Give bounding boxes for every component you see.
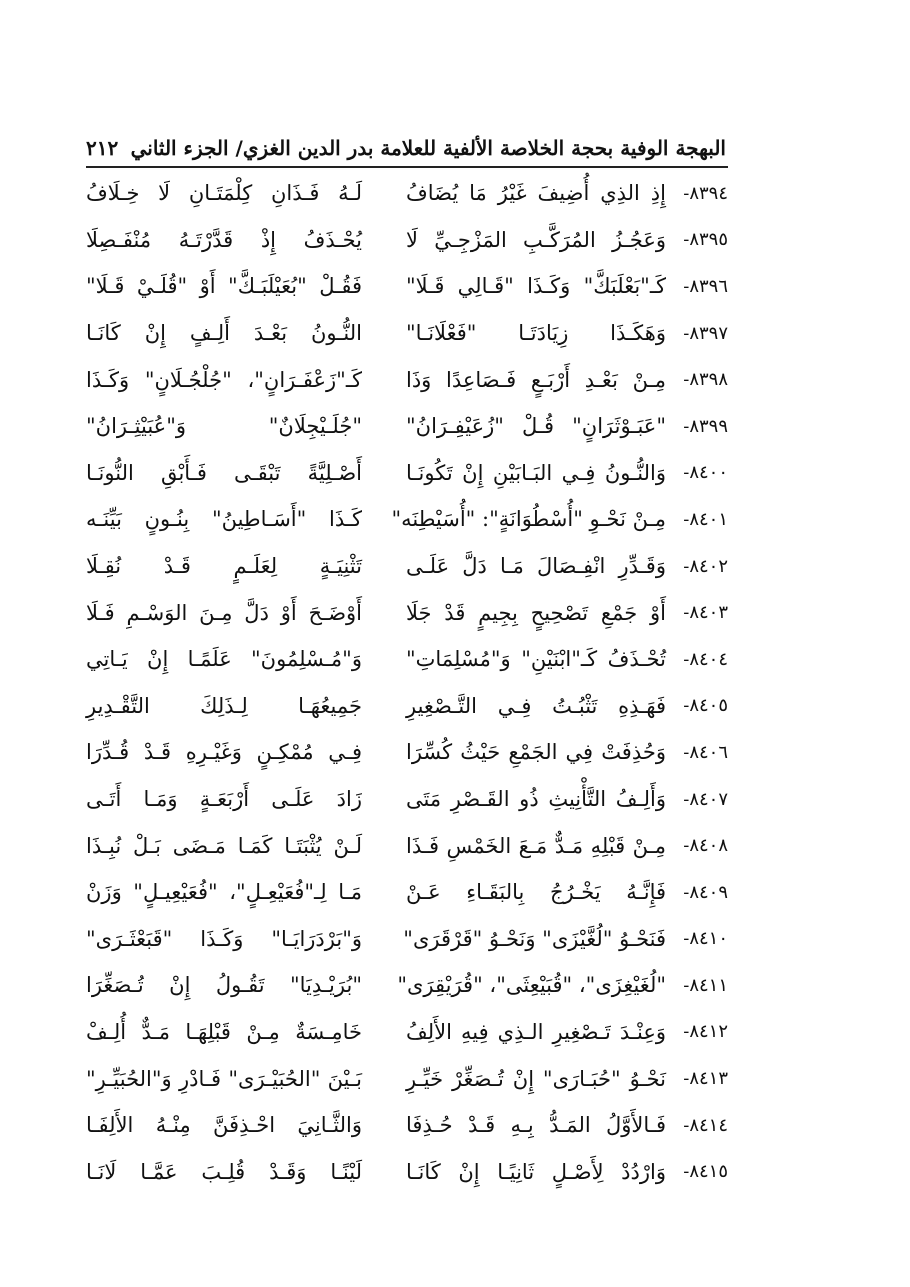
verse-first-hemistich: "لُغَيْغِزَى"، "قُبَيْعِثَى"، "قُرَيْقِرَى" xyxy=(397,973,666,998)
verse-first-hemistich: "عَبَـوْثَرَانٍ" قُـلْ "زُعَيْفِـرَانُ" xyxy=(406,414,666,439)
verse-row xyxy=(86,916,728,963)
verse-number: ٨٤٠٠- xyxy=(683,462,728,484)
verse-second-hemistich: وَ"مُـسْلِمُونَ" عَلَمًـا إِنْ يَـاتِي xyxy=(86,647,362,672)
page-number: ٢١٢ xyxy=(86,136,119,160)
verse-row xyxy=(86,683,728,730)
verse-first-hemistich: فَهَـذِهِ تَثْبُـتُ فِـي التَّـصْغِيرِ xyxy=(406,693,666,718)
verse-second-hemistich: لَـهُ فَـذَانِ كِلْمَتَـانِ لَا خِـلَافُ xyxy=(86,181,362,206)
verse-number: ٨٤٠٤- xyxy=(683,648,728,670)
verse-second-hemistich: النُّـونُ بَعْـدَ أَلِـفٍ إِنْ كَانَـا xyxy=(86,321,362,346)
verse-number: ٨٣٩٨- xyxy=(683,369,728,391)
verse-first-hemistich: وَأَلِـفُ التَّأْنِيثِ ذُو القَـصْرِ مَتَى xyxy=(406,787,666,812)
verse-second-hemistich: بَـيْنَ "الحُبَيْـرَى" فَـادْرِ وَ"الحُبَيِّـرِ" xyxy=(86,1066,362,1091)
verse-row xyxy=(86,1102,728,1149)
verse-row xyxy=(86,170,728,217)
verse-second-hemistich: أَصْـلِيَّةً تَبْقَـى فَـأَبْقِ النُّونَـا xyxy=(86,460,362,485)
verse-number: ٨٣٩٤- xyxy=(683,182,728,204)
verse-second-hemistich: كَـذَا "أَسَـاطِينُ" بِنُـونٍ بَيِّنَـه xyxy=(86,507,362,532)
verse-number: ٨٣٩٦- xyxy=(683,275,728,297)
verse-row xyxy=(86,310,728,357)
verse-first-hemistich: وَهَكَـذَا زِيَادَتَـا "فَعْلَانَـا" xyxy=(406,321,666,346)
verse-number: ٨٤٠٧- xyxy=(683,788,728,810)
verse-number: ٨٤٠٩- xyxy=(683,881,728,903)
verse-number: ٨٤٠٨- xyxy=(683,835,728,857)
verse-first-hemistich: وَعِنْـدَ تَـصْغِيرِ الـذِي فِيهِ الأَلِفُ xyxy=(406,1019,666,1044)
verse-second-hemistich: وَ"بَرْدَرَايَـا" وَكَـذَا "قَبَعْثَـرَى" xyxy=(86,926,362,951)
verse-second-hemistich: كَـ"زَعْفَـرَانٍ"، "جُلْجُـلَانٍ" وَكَـذَا xyxy=(86,367,362,392)
verse-row xyxy=(86,822,728,869)
verse-first-hemistich: نَحْـوُ "حُبَـارَى" إِنْ تُـصَغِّرْ خَيِّـرِ xyxy=(406,1066,666,1091)
verse-number: ٨٤١٤- xyxy=(683,1114,728,1136)
verse-number: ٨٤١٥- xyxy=(683,1161,728,1183)
verse-number: ٨٤١٠- xyxy=(683,928,728,950)
verse-first-hemistich: وَعَجُـزُ المُرَكَّـبِ المَزْجِـيِّ لَا xyxy=(406,227,666,252)
page-header xyxy=(86,128,726,168)
verse-number: ٨٤٠١- xyxy=(683,508,728,530)
verse-number: ٨٤٠٣- xyxy=(683,602,728,624)
verse-second-hemistich: مَـا لِـ"فُعَيْعِـلٍ"، "فُعَيْعِيـلٍ" وَزَنْ xyxy=(86,880,362,905)
verse-second-hemistich: يُحْـذَفُ إِذْ قَدَّرْتَـهُ مُنْفَـصِلَا xyxy=(86,227,362,252)
verse-row xyxy=(86,263,728,310)
verse-second-hemistich: "بُرَيْـدِيَا" تَقُـولُ إِنْ تُـصَغِّرَا xyxy=(86,973,362,998)
verse-first-hemistich: مِـنْ قَبْلِهِ مَـدٌّ مَـعَ الخَمْسِ فَـذَا xyxy=(406,833,666,858)
verse-number: ٨٤١٣- xyxy=(683,1068,728,1090)
verse-first-hemistich: تُحْـذَفُ كَـ"ابْنَيْنِ" وَ"مُسْلِمَاتِ" xyxy=(406,647,666,672)
verse-second-hemistich: جَمِيعُهَـا لِـذَلِكَ التَّقْـدِيرِ xyxy=(86,693,362,718)
verse-second-hemistich: تَثْنِيَـةٍ لِعَلَـمٍ قَـدْ نُقِـلَا xyxy=(86,554,362,579)
verse-number: ٨٤٠٥- xyxy=(683,695,728,717)
verse-row xyxy=(86,1009,728,1056)
verse-row xyxy=(86,589,728,636)
verse-second-hemistich: لَيْنًـا وَقَـدْ قُلِـبَ عَمَّـا لَانَـا xyxy=(86,1159,362,1184)
verse-first-hemistich: فَـالأَوَّلُ المَـدُّ بِـهِ قَـدْ حُـذِفَا xyxy=(406,1113,666,1138)
verse-second-hemistich: "جُلَـيْجِلَانٌ" وَ"عُبَيْثِـرَانُ" xyxy=(86,414,362,439)
verse-number: ٨٣٩٥- xyxy=(683,229,728,251)
verse-row xyxy=(86,636,728,683)
verse-first-hemistich: وَارْدُدْ لِأَصْـلٍ ثَانِيًـا إِنْ كَانَـا xyxy=(406,1159,666,1184)
verse-second-hemistich: لَـنْ يُثْبَتَـا كَمَـا مَـضَى بَـلْ نُبِـذَا xyxy=(86,833,362,858)
verse-first-hemistich: مِـنْ بَعْـدِ أَرْبَـعٍ فَـصَاعِدًا وَذَا xyxy=(406,367,666,392)
verse-second-hemistich: فِـي مُمْكِـنٍ وَغَيْـرِهِ قَـدْ قُـدِّرَا xyxy=(86,740,362,765)
verse-second-hemistich: خَامِـسَةٌ مِـنْ قَبْلِهَـا مَـدٌّ أُلِـفْ xyxy=(86,1019,362,1044)
verse-row xyxy=(86,403,728,450)
verse-number: ٨٣٩٩- xyxy=(683,415,728,437)
verse-row xyxy=(86,217,728,264)
verse-row xyxy=(86,543,728,590)
verse-row xyxy=(86,869,728,916)
verse-second-hemistich: أَوْضَـحَ أَوْ دَلَّ مِـنَ الوَسْـمِ فَـلَا xyxy=(86,600,362,625)
verse-number: ٨٤١١- xyxy=(683,974,728,996)
verse-row xyxy=(86,496,728,543)
verse-row xyxy=(86,356,728,403)
header-rule xyxy=(86,166,728,168)
verse-second-hemistich: وَالثَّـانِيَ احْـذِفَنَّ مِنْـهُ الأَلِفَـا xyxy=(86,1113,362,1138)
verse-list xyxy=(86,170,728,1195)
running-title: البهجة الوفية بحجة الخلاصة الألفية للعلامة بدر الدين الغزي/ الجزء الثاني xyxy=(130,136,726,160)
verse-row xyxy=(86,1148,728,1195)
verse-first-hemistich: فَإِنَّـهُ يَخْـرُجُ بِالبَقَـاءِ عَـنْ xyxy=(406,880,666,905)
verse-second-hemistich: زَادَ عَلَـى أَرْبَعَـةٍ وَمَـا أَتَـى xyxy=(86,787,362,812)
verse-row xyxy=(86,729,728,776)
verse-first-hemistich: إِذِ الذِي أُضِيفَ غَيْرُ مَا يُضَافُ xyxy=(406,181,666,206)
verse-first-hemistich: وَالنُّـونُ فِـي البَـابَيْنِ إِنْ تَكُونَـا xyxy=(406,460,666,485)
verse-row xyxy=(86,450,728,497)
verse-first-hemistich: أَوْ جَمْعِ تَصْحِيحٍ بِجِيمٍ قَدْ جَلَا xyxy=(406,600,666,625)
verse-number: ٨٤٠٦- xyxy=(683,741,728,763)
verse-row xyxy=(86,1055,728,1102)
verse-number: ٨٤١٢- xyxy=(683,1021,728,1043)
verse-second-hemistich: فَقُـلْ "بُعَيْلَبَـكَّ" أَوْ "قُلَـيْ قَـلَا" xyxy=(86,274,362,299)
verse-number: ٨٤٠٢- xyxy=(683,555,728,577)
verse-first-hemistich: مِـنْ نَحْـوِ "أُسْطُوَانَةٍ": "أُسَيْطِنَه" xyxy=(391,507,666,532)
verse-first-hemistich: وَحُذِفَتْ فِي الجَمْعِ حَيْثُ كُسِّرَا xyxy=(406,740,666,765)
verse-first-hemistich: كَـ"بَعْلَبَكَّ" وَكَـذَا "قَـالِي قَـلَا" xyxy=(406,274,666,299)
verse-first-hemistich: وَقَـدِّرِ انْفِـصَالَ مَـا دَلَّ عَلَـى xyxy=(406,554,666,579)
verse-row xyxy=(86,962,728,1009)
verse-number: ٨٣٩٧- xyxy=(683,322,728,344)
verse-row xyxy=(86,776,728,823)
verse-first-hemistich: فَنَحْـوُ "لُغَّيْزَى" وَنَحْـوُ "قَرْقَرَى" xyxy=(403,926,666,951)
